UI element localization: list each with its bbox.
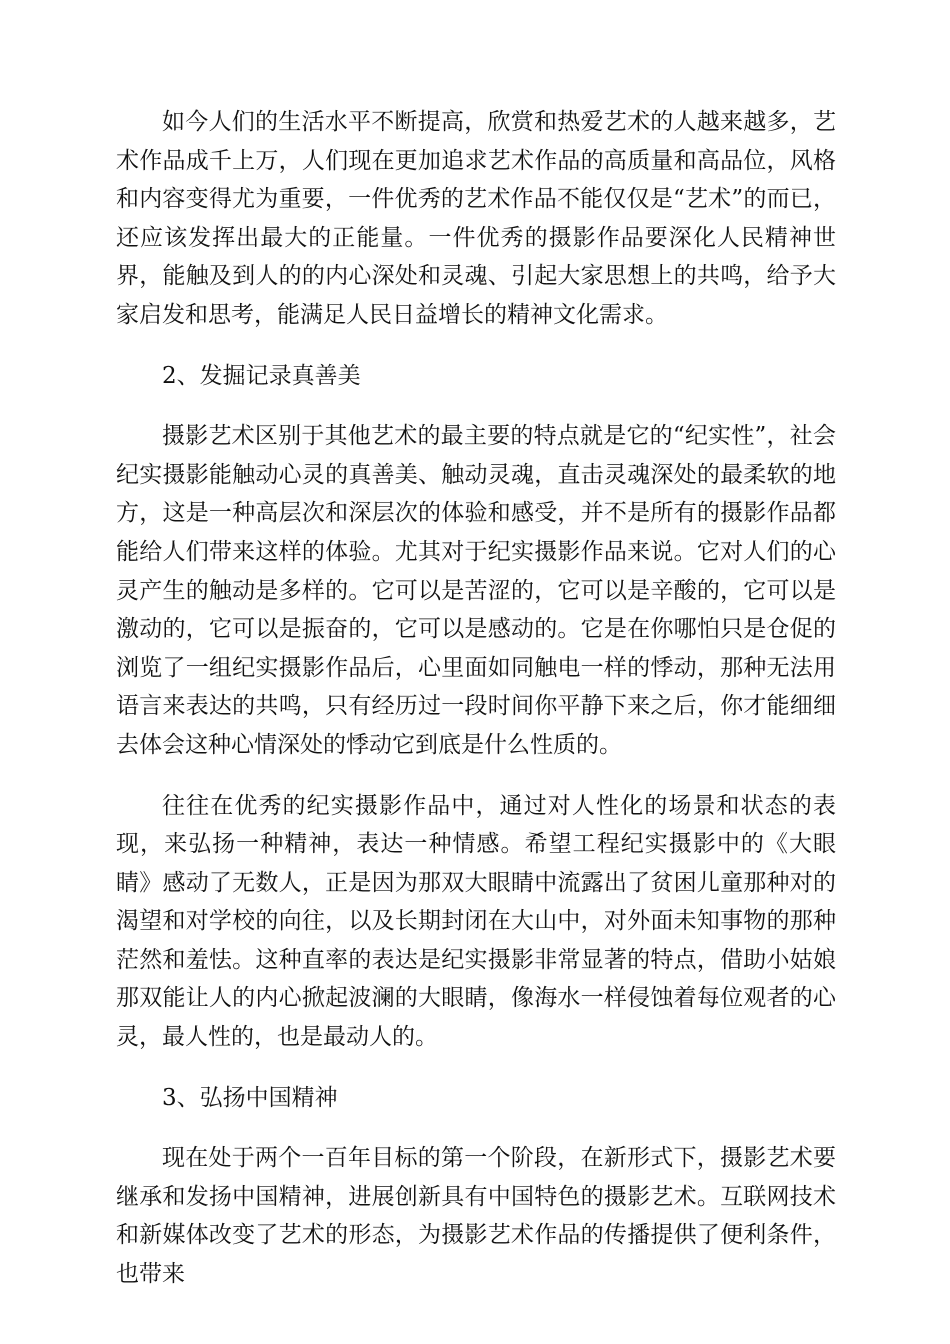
- paragraph-documentary-nature: 摄影艺术区别于其他艺术的最主要的特点就是它的“纪实性”，社会纪实摄影能触动心灵的真善美、触动灵魂，直击灵魂深处的最柔软的地方，这是一种高层次和深层次的体验和感受，并不是所有的摄影作品都能给人们带来这样的体验。尤其对于纪实摄影作品来说。它对人们的心灵产生的触动是多样的。它可以是苦涩的，它可以是辛酸的，它可以是激动的，它可以是振奋的，它可以是感动的。它是在你哪怕只是仓促的浏览了一组纪实摄影作品后，心里面如同触电一样的悸动，那种无法用语言来表达的共鸣，只有经历过一段时间你平静下来之后，你才能细细去体会这种心情深处的悸动它到底是什么性质的。: [116, 423, 836, 758]
- section-heading-2: 2、发掘记录真善美: [162, 362, 361, 389]
- paragraph-chinese-spirit: 现在处于两个一百年目标的第一个阶段，在新形式下，摄影艺术要继承和发扬中国精神，进展创新具有中国特色的摄影艺术。互联网技术和新媒体改变了艺术的形态，为摄影艺术作品的传播提供了便利条件，也带来: [116, 1145, 836, 1288]
- document-page: [116, 103, 836, 1316]
- section-heading-3: 3、弘扬中国精神: [162, 1084, 338, 1111]
- paragraph-big-eyes: 往往在优秀的纪实摄影作品中，通过对人性化的场景和状态的表现，来弘扬一种精神，表达一种情感。希望工程纪实摄影中的《大眼睛》感动了无数人，正是因为那双大眼睛中流露出了贫困儿童那种对的渴望和对学校的向往，以及长期封闭在大山中，对外面未知事物的那种茫然和羞怯。这种直率的表达是纪实摄影非常显著的特点，借助小姑娘那双能让人的内心掀起波澜的大眼睛，像海水一样侵蚀着每位观者的心灵，最人性的，也是最动人的。: [116, 792, 836, 1051]
- paragraph-intro: 如今人们的生活水平不断提高，欣赏和热爱艺术的人越来越多，艺术作品成千上万，人们现在更加追求艺术作品的高质量和高品位，风格和内容变得尤为重要，一件优秀的艺术作品不能仅仅是“艺术”的而已，还应该发挥出最大的正能量。一件优秀的摄影作品要深化人民精神世界，能触及到人的的内心深处和灵魂、引起大家思想上的共鸣，给予大家启发和思考，能满足人民日益增长的精神文化需求。: [116, 109, 836, 328]
